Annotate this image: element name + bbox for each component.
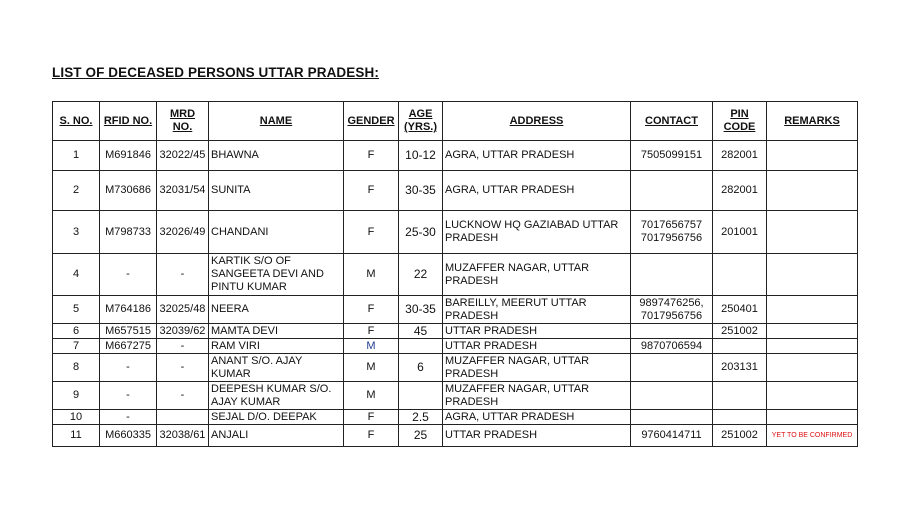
cell-contact: 9760414711 bbox=[631, 425, 713, 447]
cell-pin: 282001 bbox=[713, 171, 767, 211]
cell-sno: 11 bbox=[53, 425, 100, 447]
cell-address: BAREILLY, MEERUT UTTAR PRADESH bbox=[443, 296, 631, 324]
cell-remarks bbox=[767, 254, 858, 296]
table-row bbox=[53, 425, 858, 447]
cell-address: UTTAR PRADESH bbox=[443, 425, 631, 447]
cell-pin: 251002 bbox=[713, 324, 767, 339]
cell-age: 30-35 bbox=[399, 171, 443, 211]
cell-mrd: 32031/54 bbox=[157, 171, 209, 211]
header-row bbox=[53, 102, 858, 141]
table-row bbox=[53, 410, 858, 425]
cell-address: AGRA, UTTAR PRADESH bbox=[443, 171, 631, 211]
cell-rfid: M764186 bbox=[100, 296, 157, 324]
col-header-gender: GENDER bbox=[344, 102, 399, 141]
cell-sno: 6 bbox=[53, 324, 100, 339]
cell-remarks bbox=[767, 382, 858, 410]
cell-pin bbox=[713, 410, 767, 425]
cell-name: SEJAL D/O. DEEPAK bbox=[209, 410, 344, 425]
cell-mrd: 32022/45 bbox=[157, 141, 209, 171]
cell-pin bbox=[713, 254, 767, 296]
col-header-remarks: REMARKS bbox=[767, 102, 858, 141]
cell-remarks bbox=[767, 141, 858, 171]
cell-address: UTTAR PRADESH bbox=[443, 339, 631, 354]
cell-remarks: YET TO BE CONFIRMED bbox=[767, 425, 858, 447]
cell-rfid: - bbox=[100, 254, 157, 296]
cell-remarks bbox=[767, 211, 858, 254]
cell-name: KARTIK S/O OF SANGEETA DEVI AND PINTU KUMAR bbox=[209, 254, 344, 296]
cell-mrd: - bbox=[157, 254, 209, 296]
cell-contact bbox=[631, 354, 713, 382]
cell-address: MUZAFFER NAGAR, UTTAR PRADESH bbox=[443, 382, 631, 410]
col-header-pin bbox=[713, 102, 767, 141]
cell-address: AGRA, UTTAR PRADESH bbox=[443, 141, 631, 171]
cell-name: SUNITA bbox=[209, 171, 344, 211]
cell-address: UTTAR PRADESH bbox=[443, 324, 631, 339]
cell-gender: F bbox=[344, 425, 399, 447]
table-row bbox=[53, 354, 858, 382]
cell-mrd: 32038/61 bbox=[157, 425, 209, 447]
cell-age: 10-12 bbox=[399, 141, 443, 171]
cell-age bbox=[399, 339, 443, 354]
table-row bbox=[53, 296, 858, 324]
cell-contact bbox=[631, 382, 713, 410]
cell-name: DEEPESH KUMAR S/O. AJAY KUMAR bbox=[209, 382, 344, 410]
cell-gender: F bbox=[344, 324, 399, 339]
cell-remarks bbox=[767, 339, 858, 354]
cell-age: 25 bbox=[399, 425, 443, 447]
cell-mrd: - bbox=[157, 354, 209, 382]
cell-gender: F bbox=[344, 211, 399, 254]
cell-remarks bbox=[767, 171, 858, 211]
cell-rfid: M657515 bbox=[100, 324, 157, 339]
cell-age: 30-35 bbox=[399, 296, 443, 324]
cell-name: MAMTA DEVI bbox=[209, 324, 344, 339]
cell-contact bbox=[631, 171, 713, 211]
cell-sno: 4 bbox=[53, 254, 100, 296]
cell-sno: 5 bbox=[53, 296, 100, 324]
cell-pin bbox=[713, 339, 767, 354]
cell-address: MUZAFFER NAGAR, UTTAR PRADESH bbox=[443, 354, 631, 382]
cell-mrd bbox=[157, 410, 209, 425]
cell-pin: 282001 bbox=[713, 141, 767, 171]
cell-age: 22 bbox=[399, 254, 443, 296]
cell-name: BHAWNA bbox=[209, 141, 344, 171]
cell-pin bbox=[713, 382, 767, 410]
table-row bbox=[53, 254, 858, 296]
cell-pin: 251002 bbox=[713, 425, 767, 447]
cell-remarks bbox=[767, 296, 858, 324]
table-row bbox=[53, 211, 858, 254]
cell-gender: M bbox=[344, 339, 399, 354]
pin-header-line1: PIN bbox=[730, 108, 749, 120]
cell-mrd: 32026/49 bbox=[157, 211, 209, 254]
col-header-rfid: RFID NO. bbox=[100, 102, 157, 141]
cell-sno: 7 bbox=[53, 339, 100, 354]
cell-gender: M bbox=[344, 254, 399, 296]
cell-gender: M bbox=[344, 382, 399, 410]
cell-pin: 201001 bbox=[713, 211, 767, 254]
table-row bbox=[53, 339, 858, 354]
cell-gender: F bbox=[344, 296, 399, 324]
cell-rfid: M691846 bbox=[100, 141, 157, 171]
cell-name: NEERA bbox=[209, 296, 344, 324]
cell-sno: 8 bbox=[53, 354, 100, 382]
cell-rfid: - bbox=[100, 354, 157, 382]
table-row bbox=[53, 324, 858, 339]
cell-sno: 1 bbox=[53, 141, 100, 171]
table-row bbox=[53, 171, 858, 211]
col-header-address: ADDRESS bbox=[443, 102, 631, 141]
cell-contact: 9870706594 bbox=[631, 339, 713, 354]
age-header-line2: (YRS.) bbox=[404, 121, 437, 133]
age-header-line1: AGE bbox=[408, 108, 433, 120]
cell-gender: F bbox=[344, 171, 399, 211]
cell-name: ANJALI bbox=[209, 425, 344, 447]
cell-contact: 7017656757 7017956756 bbox=[631, 211, 713, 254]
cell-address: AGRA, UTTAR PRADESH bbox=[443, 410, 631, 425]
cell-gender: F bbox=[344, 141, 399, 171]
cell-mrd: 32039/62 bbox=[157, 324, 209, 339]
cell-contact: 7505099151 bbox=[631, 141, 713, 171]
cell-mrd: - bbox=[157, 339, 209, 354]
cell-remarks bbox=[767, 354, 858, 382]
col-header-contact: CONTACT bbox=[631, 102, 713, 141]
cell-address: LUCKNOW HQ GAZIABAD UTTAR PRADESH bbox=[443, 211, 631, 254]
cell-age: 25-30 bbox=[399, 211, 443, 254]
deceased-persons-table bbox=[52, 101, 858, 447]
cell-sno: 2 bbox=[53, 171, 100, 211]
cell-age bbox=[399, 382, 443, 410]
document-title: LIST OF DECEASED PERSONS UTTAR PRADESH: bbox=[52, 65, 379, 80]
pin-header-line2: CODE bbox=[723, 121, 756, 133]
cell-age: 2.5 bbox=[399, 410, 443, 425]
col-header-sno: S. NO. bbox=[53, 102, 100, 141]
cell-mrd: 32025/48 bbox=[157, 296, 209, 324]
cell-pin: 203131 bbox=[713, 354, 767, 382]
cell-rfid: - bbox=[100, 410, 157, 425]
cell-address: MUZAFFER NAGAR, UTTAR PRADESH bbox=[443, 254, 631, 296]
cell-pin: 250401 bbox=[713, 296, 767, 324]
cell-rfid: M730686 bbox=[100, 171, 157, 211]
cell-rfid: M660335 bbox=[100, 425, 157, 447]
cell-name: RAM VIRI bbox=[209, 339, 344, 354]
cell-rfid: M667275 bbox=[100, 339, 157, 354]
cell-contact bbox=[631, 324, 713, 339]
cell-remarks bbox=[767, 324, 858, 339]
cell-remarks bbox=[767, 410, 858, 425]
cell-gender: F bbox=[344, 410, 399, 425]
cell-sno: 3 bbox=[53, 211, 100, 254]
table-row bbox=[53, 141, 858, 171]
cell-age: 45 bbox=[399, 324, 443, 339]
cell-rfid: M798733 bbox=[100, 211, 157, 254]
cell-rfid: - bbox=[100, 382, 157, 410]
cell-contact bbox=[631, 254, 713, 296]
cell-sno: 9 bbox=[53, 382, 100, 410]
cell-mrd: - bbox=[157, 382, 209, 410]
cell-gender: M bbox=[344, 354, 399, 382]
cell-contact bbox=[631, 410, 713, 425]
table-row bbox=[53, 382, 858, 410]
cell-name: ANANT S/O. AJAY KUMAR bbox=[209, 354, 344, 382]
cell-age: 6 bbox=[399, 354, 443, 382]
col-header-name: NAME bbox=[209, 102, 344, 141]
col-header-mrd: MRD NO. bbox=[157, 102, 209, 141]
col-header-age bbox=[399, 102, 443, 141]
cell-contact: 9897476256, 7017956756 bbox=[631, 296, 713, 324]
cell-name: CHANDANI bbox=[209, 211, 344, 254]
cell-sno: 10 bbox=[53, 410, 100, 425]
